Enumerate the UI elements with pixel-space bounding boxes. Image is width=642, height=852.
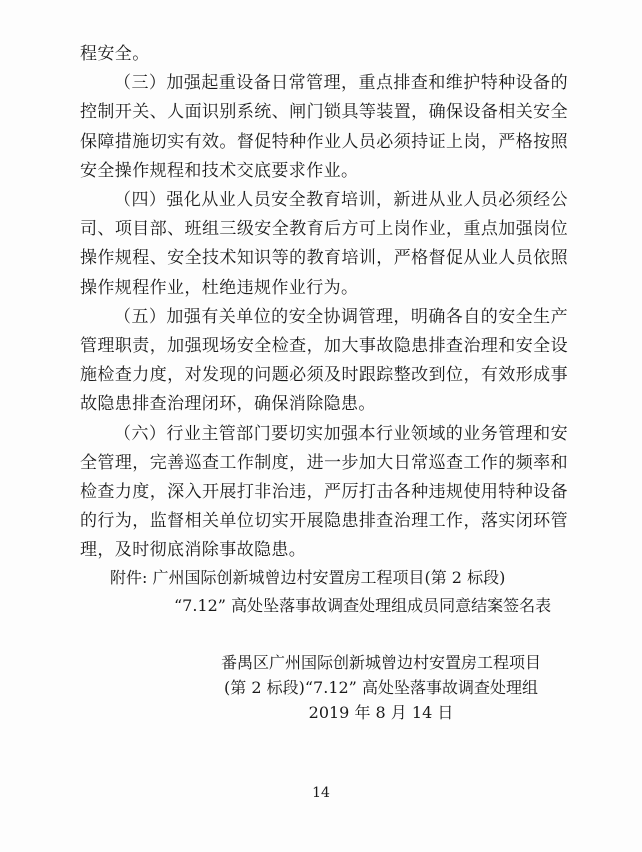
signature-date: 2019 年 8 月 14 日 (308, 703, 454, 722)
attachment-line-2: “7.12” 高处坠落事故调查处理组成员同意结案签名表 (174, 596, 552, 615)
paragraph-item-3: （三）加强起重设备日常管理，重点排查和维护特种设备的控制开关、人面识别系统、闸门锁具等装置，确保设备相关安全保障措施切实有效。督促特种作业人员必须持证上岗，严格按照安全操作规程和技术交底要求作业。 (80, 73, 568, 181)
paragraph-item-6: （六）行业主管部门要切实加强本行业领域的业务管理和安全管理，完善巡查工作制度，进一步加大日常巡查工作的频率和检查力度，深入开展打非治违，严厉打击各种违规使用特种设备的行为，监督相关单位切实开展隐患排查治理工作，落实闭环管理，及时彻底消除事故隐患。 (80, 423, 568, 561)
paragraph-item-5: （五）加强有关单位的安全协调管理，明确各自的安全生产管理职责，加强现场安全检查，加大事故隐患排查治理和安全设施检查力度，对发现的问题必须及时跟踪整改到位，有效形成事故隐患排查治理闭环，确保消除隐患。 (80, 306, 568, 415)
signature-org-line-2: (第 2 标段)“7.12” 高处坠落事故调查处理组 (224, 678, 538, 697)
signature-org-line-1: 番禺区广州国际创新城曾边村安置房工程项目 (220, 653, 541, 672)
attachment-line-1: 附件: 广州国际创新城曾边村安置房工程项目(第 2 标段) (110, 568, 506, 587)
paragraph-continuation: 程安全。 (80, 44, 150, 64)
document-body (80, 40, 568, 566)
paragraph-item-4: （四）强化从业人员安全教育培训，新进从业人员必须经公司、项目部、班组三级安全教育后方可上岗作业，重点加强岗位操作规程、安全技术知识等的教育培训，严格督促从业人员依照操作规程作业，杜绝违规作业行为。 (80, 190, 568, 298)
signature-block (186, 650, 576, 725)
page-number: 14 (312, 785, 330, 801)
attachment-note (110, 564, 580, 620)
